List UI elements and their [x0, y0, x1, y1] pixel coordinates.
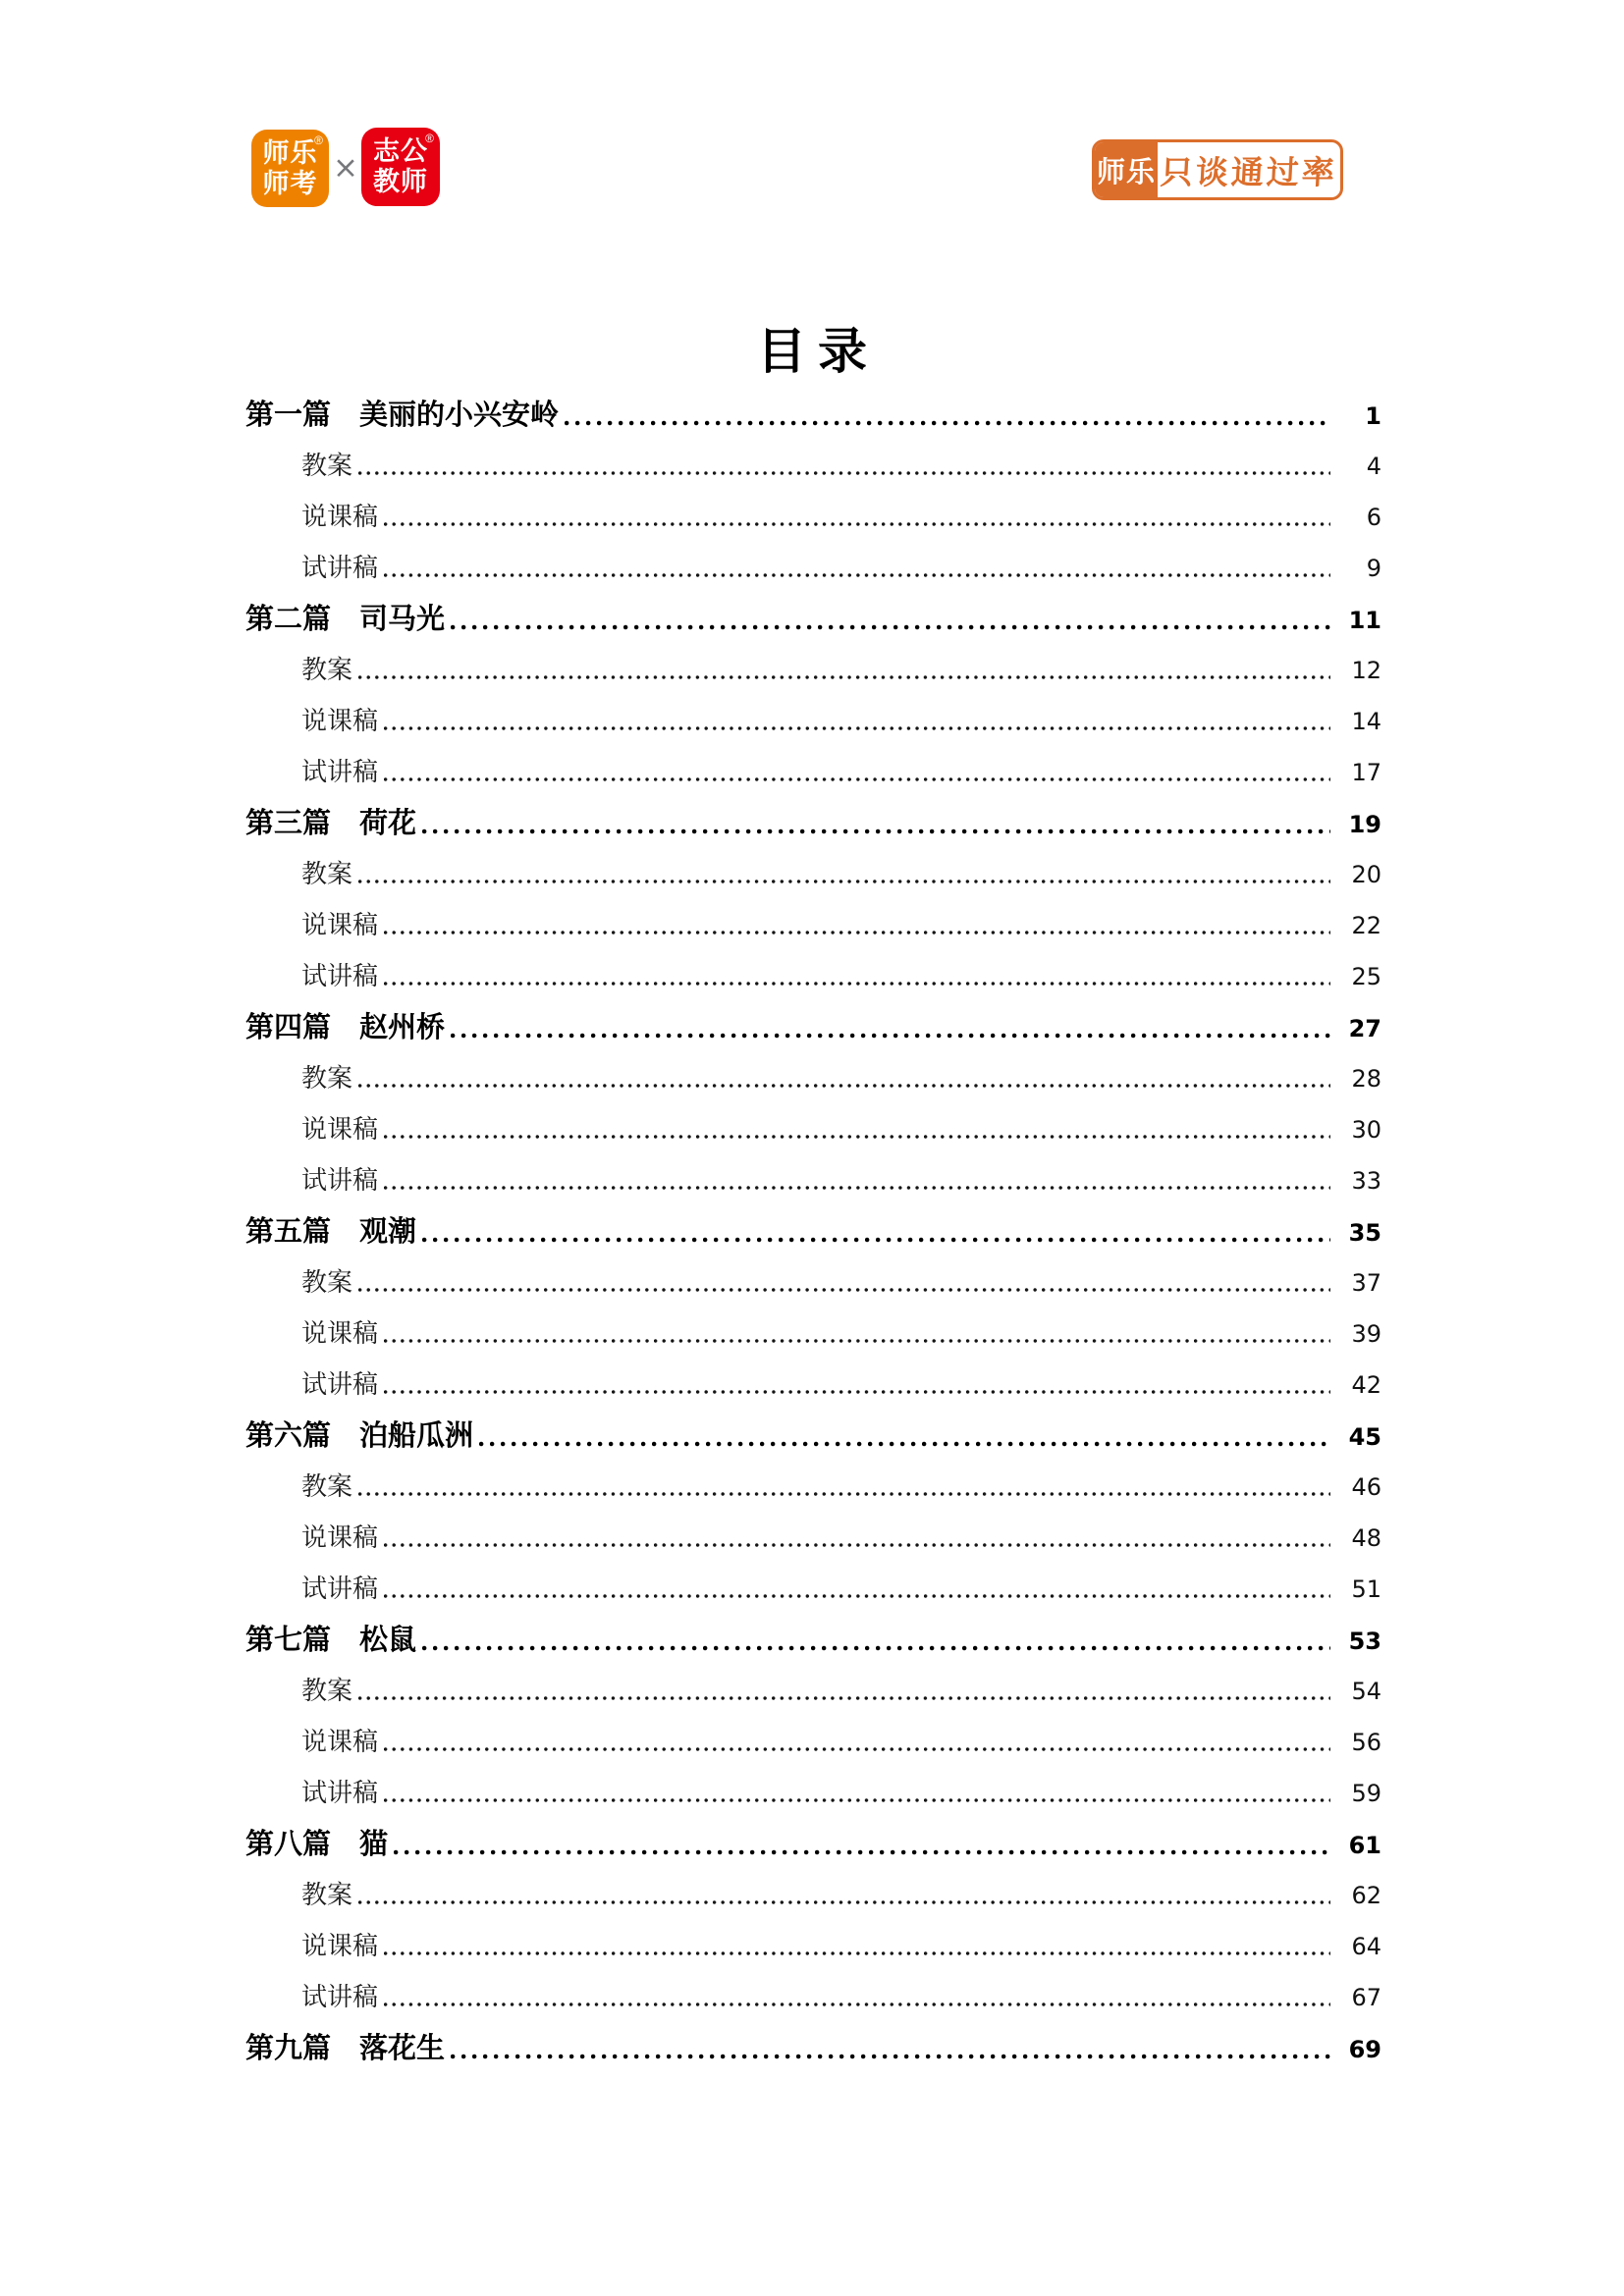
toc-sub-page: 48: [1351, 1524, 1381, 1552]
dot-leader: [394, 1849, 1330, 1855]
dot-leader: [384, 725, 1330, 731]
toc-section-page: 11: [1348, 607, 1381, 634]
toc-sub-row: [245, 1666, 1381, 1717]
dot-leader: [451, 2054, 1330, 2059]
toc-section-row: [245, 798, 1381, 849]
toc-section-row: [245, 390, 1381, 441]
registered-trademark-icon: ®: [425, 132, 434, 145]
toc-sub-row: [245, 747, 1381, 798]
toc-sub-page: 67: [1351, 1984, 1381, 2011]
toc-sub-row: [245, 1462, 1381, 1513]
shile-logo-line2: 师考: [262, 168, 318, 198]
toc-sub-page: 37: [1351, 1269, 1381, 1297]
toc-sub-page: 62: [1351, 1882, 1381, 1909]
toc-section-label: 第二篇: [245, 604, 332, 635]
dot-leader: [384, 1797, 1330, 1803]
shile-shikao-logo: [251, 130, 329, 207]
toc-sub-page: 42: [1351, 1371, 1381, 1399]
dot-leader: [358, 1899, 1330, 1905]
toc-section-page: 35: [1348, 1219, 1381, 1247]
toc-sub-row: [245, 492, 1381, 543]
toc-section-row: [245, 1206, 1381, 1257]
toc-section-title: 泊船瓜洲: [359, 1420, 474, 1452]
toc-section-title: 观潮: [359, 1216, 417, 1248]
dot-leader: [358, 674, 1330, 680]
dot-leader: [358, 1491, 1330, 1497]
toc-section-label: 第八篇: [245, 1829, 332, 1860]
dot-leader: [384, 1542, 1330, 1548]
cross-collab-icon: ×: [333, 150, 358, 186]
dot-leader: [479, 1441, 1330, 1447]
toc-sub-title: 试讲稿: [301, 554, 379, 582]
badge-brand: 师乐: [1095, 142, 1158, 197]
toc-sub-title: 说课稿: [301, 1115, 379, 1144]
toc-sub-row: [245, 1921, 1381, 1972]
shile-logo-line1: 师乐: [262, 137, 318, 168]
toc-sub-row: [245, 951, 1381, 1002]
toc-sub-title: 教案: [301, 1268, 353, 1297]
toc-sub-row: [245, 1564, 1381, 1615]
toc-section-row: [245, 1002, 1381, 1053]
toc-section-title: 赵州桥: [359, 1012, 446, 1043]
dot-leader: [358, 879, 1330, 884]
toc-sub-title: 说课稿: [301, 707, 379, 735]
dot-leader: [384, 1950, 1330, 1956]
dot-leader: [358, 1695, 1330, 1701]
toc-sub-page: 12: [1351, 657, 1381, 684]
toc-sub-title: 试讲稿: [301, 758, 379, 786]
toc-sub-row: [245, 1308, 1381, 1360]
toc-sub-page: 33: [1351, 1167, 1381, 1195]
toc-sub-title: 教案: [301, 656, 353, 684]
toc-sub-page: 39: [1351, 1320, 1381, 1348]
toc-section-row: [245, 594, 1381, 645]
toc-sub-title: 说课稿: [301, 1319, 379, 1348]
toc-section-page: 61: [1348, 1832, 1381, 1859]
toc-section-title: 猫: [359, 1829, 389, 1860]
zhigong-logo-line2: 教师: [373, 167, 428, 196]
dot-leader: [384, 981, 1330, 987]
dot-leader: [358, 470, 1330, 476]
toc-sub-title: 说课稿: [301, 911, 379, 939]
toc-section-row: [245, 1411, 1381, 1462]
toc-sub-page: 28: [1351, 1065, 1381, 1093]
toc-sub-row: [245, 1104, 1381, 1155]
dot-leader: [384, 572, 1330, 578]
toc-sub-row: [245, 900, 1381, 951]
toc-section-label: 第九篇: [245, 2033, 332, 2064]
toc-sub-title: 试讲稿: [301, 1779, 379, 1807]
dot-leader: [384, 1593, 1330, 1599]
dot-leader: [384, 776, 1330, 782]
toc-sub-page: 64: [1351, 1933, 1381, 1960]
toc-sub-row: [245, 1257, 1381, 1308]
toc-sub-title: 试讲稿: [301, 1575, 379, 1603]
toc-sub-page: 30: [1351, 1116, 1381, 1144]
toc-sub-page: 9: [1366, 555, 1381, 582]
dot-leader: [384, 521, 1330, 527]
toc-section-title: 司马光: [359, 604, 446, 635]
toc-section-row: [245, 2023, 1381, 2074]
toc-sub-title: 试讲稿: [301, 1370, 379, 1399]
toc-section-page: 19: [1348, 811, 1381, 838]
toc-section-title: 美丽的小兴安岭: [359, 400, 560, 431]
toc-sub-title: 教案: [301, 1677, 353, 1705]
badge-slogan: 只谈通过率: [1159, 155, 1338, 191]
toc-sub-row: [245, 645, 1381, 696]
dot-leader: [384, 1185, 1330, 1191]
toc-sub-title: 说课稿: [301, 1728, 379, 1756]
toc-sub-page: 22: [1351, 912, 1381, 939]
zhigong-jiaoshi-logo: [361, 128, 440, 206]
dot-leader: [565, 420, 1330, 426]
toc-section-label: 第三篇: [245, 808, 332, 839]
toc-sub-row: [245, 1870, 1381, 1921]
toc-sub-page: 56: [1351, 1729, 1381, 1756]
toc-section-title: 荷花: [359, 808, 417, 839]
toc-section-title: 松鼠: [359, 1625, 417, 1656]
toc-sub-page: 20: [1351, 861, 1381, 888]
toc-section-label: 第四篇: [245, 1012, 332, 1043]
dot-leader: [384, 930, 1330, 935]
toc-section-label: 第七篇: [245, 1625, 332, 1656]
toc-sub-row: [245, 1513, 1381, 1564]
toc-sub-title: 教案: [301, 452, 353, 480]
dot-leader: [384, 1338, 1330, 1344]
dot-leader: [451, 624, 1330, 630]
toc-sub-page: 46: [1351, 1473, 1381, 1501]
toc-sub-row: [245, 1155, 1381, 1206]
dot-leader: [358, 1083, 1330, 1089]
toc-section-row: [245, 1819, 1381, 1870]
toc-sub-title: 教案: [301, 1881, 353, 1909]
toc-sub-row: [245, 1053, 1381, 1104]
toc-sub-page: 17: [1351, 759, 1381, 786]
toc-section-label: 第一篇: [245, 400, 332, 431]
dot-leader: [384, 2002, 1330, 2007]
toc-section-label: 第六篇: [245, 1420, 332, 1452]
toc-sub-row: [245, 1717, 1381, 1768]
toc-list: [245, 390, 1381, 2074]
toc-section-label: 第五篇: [245, 1216, 332, 1248]
toc-sub-page: 59: [1351, 1780, 1381, 1807]
toc-sub-row: [245, 1360, 1381, 1411]
dot-leader: [384, 1746, 1330, 1752]
toc-sub-row: [245, 696, 1381, 747]
dot-leader: [422, 828, 1330, 834]
dot-leader: [422, 1237, 1330, 1243]
dot-leader: [384, 1134, 1330, 1140]
toc-section-page: 1: [1365, 402, 1381, 430]
dot-leader: [358, 1287, 1330, 1293]
toc-sub-page: 14: [1351, 708, 1381, 735]
toc-section-page: 45: [1348, 1423, 1381, 1451]
toc-sub-title: 说课稿: [301, 503, 379, 531]
toc-sub-page: 54: [1351, 1678, 1381, 1705]
toc-sub-title: 试讲稿: [301, 1983, 379, 2011]
toc-sub-title: 教案: [301, 860, 353, 888]
toc-section-row: [245, 1615, 1381, 1666]
toc-sub-page: 25: [1351, 963, 1381, 990]
toc-sub-page: 51: [1351, 1575, 1381, 1603]
toc-sub-page: 4: [1366, 453, 1381, 480]
dot-leader: [384, 1389, 1330, 1395]
toc-sub-page: 6: [1366, 504, 1381, 531]
toc-section-page: 69: [1348, 2036, 1381, 2063]
toc-section-page: 53: [1348, 1628, 1381, 1655]
toc-sub-title: 说课稿: [301, 1523, 379, 1552]
toc-sub-title: 说课稿: [301, 1932, 379, 1960]
toc-sub-row: [245, 849, 1381, 900]
page-title: 目录: [757, 324, 879, 379]
toc-section-title: 落花生: [359, 2033, 446, 2064]
dot-leader: [422, 1645, 1330, 1651]
toc-sub-title: 教案: [301, 1472, 353, 1501]
toc-sub-row: [245, 543, 1381, 594]
toc-sub-row: [245, 1768, 1381, 1819]
toc-sub-title: 试讲稿: [301, 962, 379, 990]
toc-sub-row: [245, 1972, 1381, 2023]
slogan-badge: [1092, 139, 1343, 200]
toc-section-page: 27: [1348, 1015, 1381, 1042]
dot-leader: [451, 1033, 1330, 1039]
toc-sub-row: [245, 441, 1381, 492]
zhigong-logo-line1: 志公: [373, 136, 428, 166]
toc-sub-title: 试讲稿: [301, 1166, 379, 1195]
registered-trademark-icon: ®: [314, 133, 323, 147]
toc-sub-title: 教案: [301, 1064, 353, 1093]
